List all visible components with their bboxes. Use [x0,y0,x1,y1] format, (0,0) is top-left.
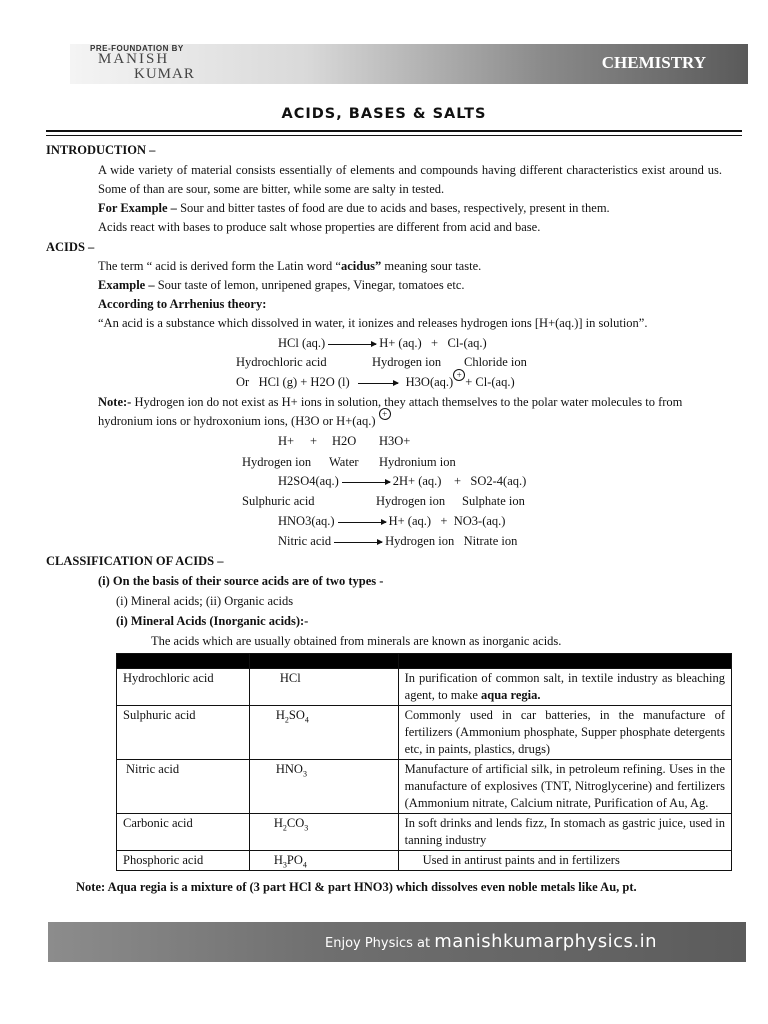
equation-h2so4: H2SO4(aq.) 2H+ (aq.) + SO2-4(aq.) [278,474,527,488]
eq1-label-acid: Hydrochloric acid [236,355,327,369]
eq3-hydronium: H3O+ [379,434,411,448]
title-rule-thin [46,135,742,136]
classification-types: (i) Mineral acids; (ii) Organic acids [116,594,294,608]
mineral-acids-heading: (i) Mineral Acids (Inorganic acids):- [116,614,309,628]
arrhenius-heading: According to Arrhenius theory: [98,297,267,311]
eq3-water: H2O [332,434,357,448]
intro-example: For Example – Sour and bitter tastes of food are due to acids and bases, respectively, present in them. [98,201,610,215]
eq3-plus: + [310,434,318,448]
equation-hcl: HCl (aq.) H+ (aq.) + Cl-(aq.) [278,336,487,350]
plus-charge-icon: + [379,408,391,420]
eq4-label1: Sulphuric acid [242,494,315,508]
mineral-acids-description: The acids which are usually obtained from minerals are known as inorganic acids. [151,634,562,648]
intro-heading: INTRODUCTION – [46,143,156,157]
aqua-regia-note: Note: Aqua regia is a mixture of (3 part HCl & part HNO3) which dissolves even noble metals like Au, pt. [76,880,637,894]
page-title: ACIDS, BASES & SALTS [281,106,487,122]
reaction-arrow [358,383,398,384]
plus-charge-icon: + [453,369,465,381]
table-row: Nitric acid $HNO_3$ Manufacture of artificial silk, in petroleum refining. Uses in the manufacture of explosives (TNT, Nitroglycerine) and fertilizers (Ammonium nitrate, Calcium nitrate, Purification of Au, Ag. [117,760,732,814]
reaction-arrow [328,344,376,345]
classification-heading: CLASSIFICATION OF ACIDS – [46,554,224,568]
equation-hcl-gas: Or HCl (g) + H2O (l) H3O(aq.) + + Cl-(aq.) [236,370,515,389]
mineral-acids-table [116,653,732,871]
acids-heading: ACIDS – [46,240,95,254]
subject-label: CHEMISTRY [601,53,706,72]
eq1-label-ion1: Hydrogen ion [372,355,442,369]
eq4-label3: Sulphate ion [462,494,525,508]
classification-basis: (i) On the basis of their source acids are of two types - [98,574,384,588]
reaction-arrow [334,542,382,543]
table-header-row [117,654,732,669]
eq3-h-plus: H+ [278,434,295,448]
note-line2: hydronium ions or hydroxonium ions, (H3O or H+(aq.) + [98,412,391,430]
note-line1: Note:- Hydrogen ion do not exist as H+ ions in solution, they attach themselves to the polar water molecules to from [98,395,683,409]
table-row: Carbonic acid $H_2CO_3$ In soft drinks and lends fizz, In stomach as gastric juice, used in tanning industry [117,814,732,851]
acids-example: Example – Sour taste of lemon, unripened grapes, Vinegar, tomatoes etc. [98,278,465,292]
brand-logo: PRE-FOUNDATION BY MANISH KUMAR [90,44,195,82]
reaction-arrow [342,482,390,483]
eq3-label3: Hydronium ion [379,455,456,469]
equation-hno3: HNO3(aq.) H+ (aq.) + NO3-(aq.) [278,514,506,528]
eq3-label1: Hydrogen ion [242,455,312,469]
table-row: Sulphuric acid $H_2SO_4$ Commonly used in car batteries, in the manufacture of fertilizers (Ammonium phosphate, Supper phosphate detergents etc, in paints, plastics, drugs) [117,706,732,760]
eq5-labels: Nitric acid Hydrogen ion Nitrate ion [278,534,518,548]
title-rule [46,130,742,132]
intro-acid-base: Acids react with bases to produce salt whose properties are different from acid and base. [98,220,541,234]
footer-website[interactable]: Enjoy Physics at manishkumarphysics.in [325,931,658,952]
arrhenius-definition: “An acid is a substance which dissolved in water, it ionizes and releases hydrogen ions [H+(aq.)] in solution”. [98,316,648,330]
table-row: Hydrochloric acid HCl In purification of common salt, in textile industry as bleaching agent, to make aqua regia. [117,669,732,706]
eq1-label-ion2: Chloride ion [464,355,527,369]
reaction-arrow [338,522,386,523]
table-row: Phosphoric acid $H_3PO_4$ Used in antirust paints and in fertilizers [117,851,732,871]
acids-origin: The term “ acid is derived form the Latin word “acidus” meaning sour taste. [98,259,482,273]
intro-paragraph: A wide variety of material consists essentially of elements and compounds having different characteristics exist around us. Some of than are sour, some are bitter, while some are salty in tested. [98,163,722,196]
eq4-label2: Hydrogen ion [376,494,446,508]
eq3-label2: Water [329,455,359,469]
